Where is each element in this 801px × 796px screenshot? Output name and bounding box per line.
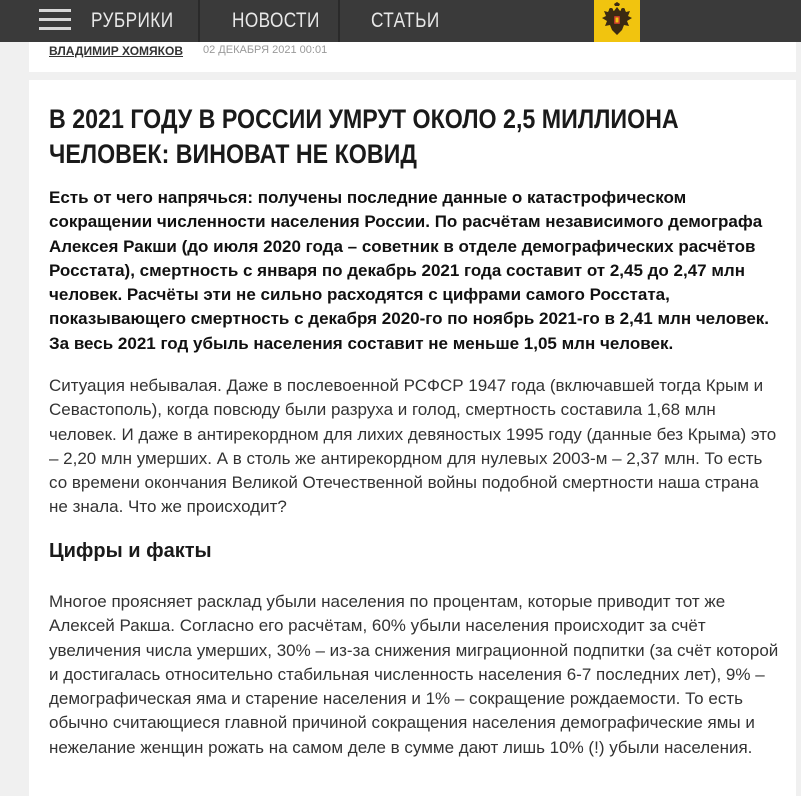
article-title: В 2021 ГОДУ В РОССИИ УМРУТ ОКОЛО 2,5 МИЛЛИОНА ЧЕЛОВЕК: ВИНОВАТ НЕ КОВИД xyxy=(49,104,679,169)
author-link[interactable]: ВЛАДИМИР ХОМЯКОВ xyxy=(49,44,184,58)
nav-divider xyxy=(198,0,200,42)
hamburger-menu-icon[interactable] xyxy=(39,9,71,31)
nav-news[interactable]: НОВОСТИ xyxy=(232,9,320,32)
eagle-emblem-icon xyxy=(597,1,637,41)
article-paragraph: Ситуация небывалая. Даже в послевоенной РСФСР 1947 года (включавшей тогда Крым и Севастополь), когда повсюду были разруха и голод, смертность составила 1,68 млн человек. И даже в антирекордном для лихих девяностых 1995 году (данные без Крыма) это – 2,20 млн умерших. А в столь же антирекордном для нулевых 2003-м – 2,37 млн. То есть со времени окончания Великой Отечественной войны подобной смертности наша страна не знала. Что же происходит? xyxy=(49,376,777,517)
nav-articles[interactable]: СТАТЬИ xyxy=(371,9,440,32)
article-lead: Есть от чего напрячься: получены последние данные о катастрофическом сокращении численности населения России. По расчётам независимого демографа Алексея Ракши (до июля 2020 года – советник в отделе демографических расчётов Росстата), смертность с января по декабрь 2021 года составит от 2,45 до 2,47 млн человек. Расчёты эти не сильно расходятся с цифрами самого Росстата, показывающего смертность с декабря 2020-го по ноябрь 2021-го в 2,41 млн человек. За весь 2021 год убыль населения составит не меньше 1,05 млн человек. xyxy=(49,188,770,353)
article-subheading: Цифры и факты xyxy=(49,540,212,562)
nav-divider xyxy=(338,0,340,42)
emblem-logo[interactable] xyxy=(594,0,640,42)
article-paragraph: Многое проясняет расклад убыли населения по процентам, которые приводит тот же Алексей Ракша. Согласно его расчётам, 60% убыли населения происходит за счёт увеличения числа умерших, 30% – из-за снижения миграционной подпитки (за счёт которой и достигалась относительно стабильная численность населения 6-7 последних лет), 9% – демографическая яма и старение населения и 1% – сокращение рождаемости. То есть обычно считающиеся главной причиной сокращения населения демографические ямы и нежелание женщин рожать на самом деле в сумме дают лишь 10% (!) убыли населения. xyxy=(49,592,779,757)
byline-card xyxy=(29,42,796,72)
nav-rubrics[interactable]: РУБРИКИ xyxy=(91,9,174,32)
article-card xyxy=(29,80,796,796)
publish-date: 02 ДЕКАБРЯ 2021 00:01 xyxy=(203,44,328,56)
top-navigation-bar xyxy=(0,0,801,42)
